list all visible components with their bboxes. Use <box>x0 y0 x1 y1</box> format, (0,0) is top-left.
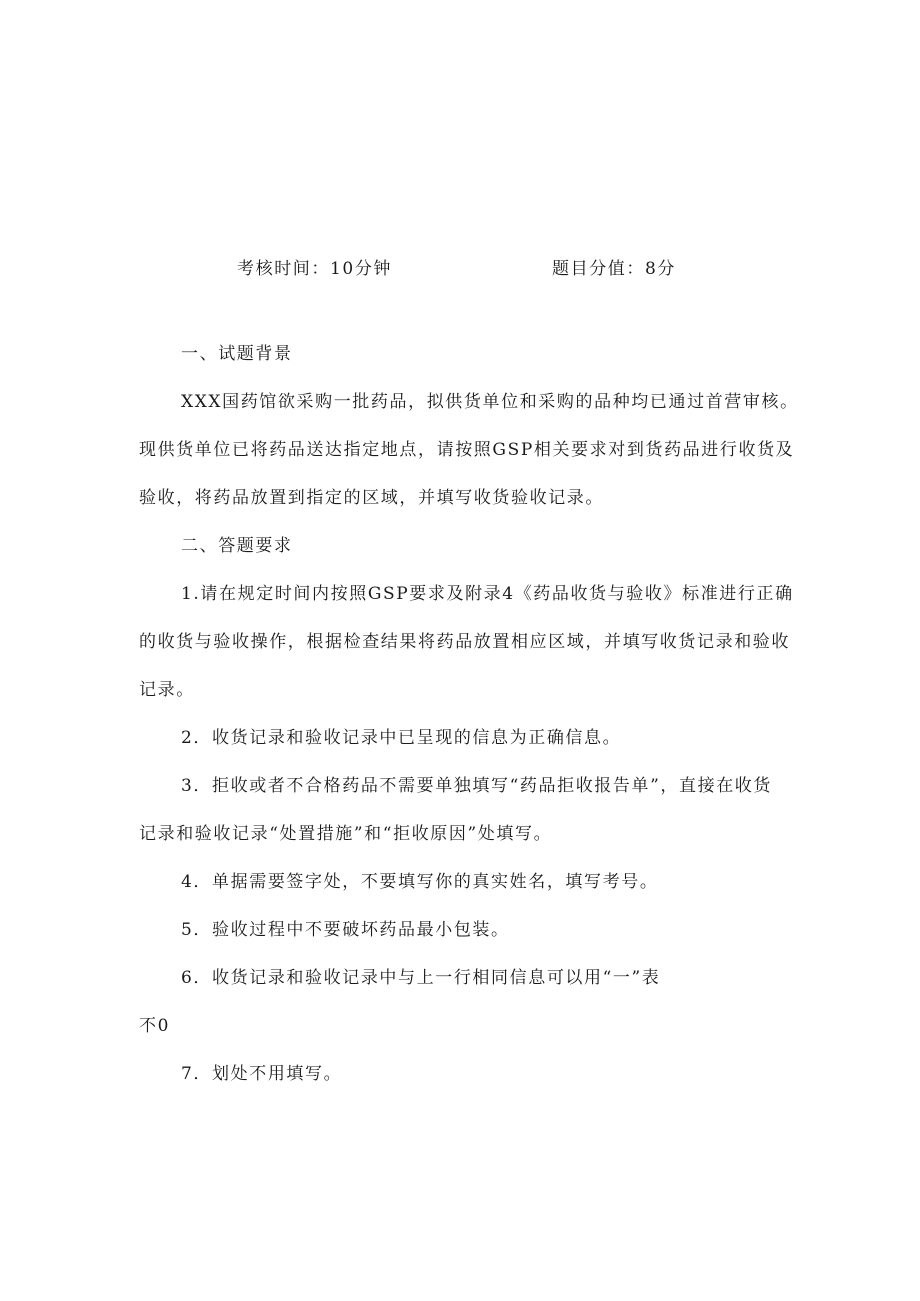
background-line-3: 验收，将药品放置到指定的区域，并填写收货验收记录。 <box>139 488 604 508</box>
requirement-6-line-2: 不0 <box>139 1016 171 1036</box>
requirement-3-line-2: 记录和验收记录“处置措施”和“拒收原因”处填写。 <box>139 824 553 844</box>
requirement-4: 4．单据需要签字处，不要填写你的真实姓名，填写考号。 <box>181 872 659 892</box>
requirement-7: 7．划处不用填写。 <box>181 1064 343 1084</box>
background-line-2: 现供货单位已将药品送达指定地点，请按照GSP相关要求对到货药品进行收货及 <box>139 440 795 460</box>
requirement-2: 2．收货记录和验收记录中已呈现的信息为正确信息。 <box>181 728 622 748</box>
section-heading-requirements: 二、答题要求 <box>181 536 293 556</box>
requirement-6-line-1: 6．收货记录和验收记录中与上一行相同信息可以用“一”表 <box>181 968 661 988</box>
requirement-3-line-1: 3．拒收或者不合格药品不需要单独填写“药品拒收报告单”，直接在收货 <box>181 776 772 796</box>
requirement-5: 5．验收过程中不要破坏药品最小包装。 <box>181 920 510 940</box>
requirement-1-line-3: 记录。 <box>139 680 195 700</box>
exam-time-label: 考核时间：10分钟 <box>237 259 393 279</box>
background-line-1: XXX国药馆欲采购一批药品，拟供货单位和采购的品种均已通过首营审核。 <box>181 392 799 412</box>
score-label: 题目分值：8分 <box>552 259 677 279</box>
requirement-1-line-2: 的收货与验收操作，根据检查结果将药品放置相应区域，并填写收货记录和验收 <box>139 632 790 652</box>
requirement-1-line-1: 1.请在规定时间内按照GSP要求及附录4《药品收货与验收》标准进行正确 <box>181 584 794 604</box>
section-heading-background: 一、试题背景 <box>181 344 293 364</box>
